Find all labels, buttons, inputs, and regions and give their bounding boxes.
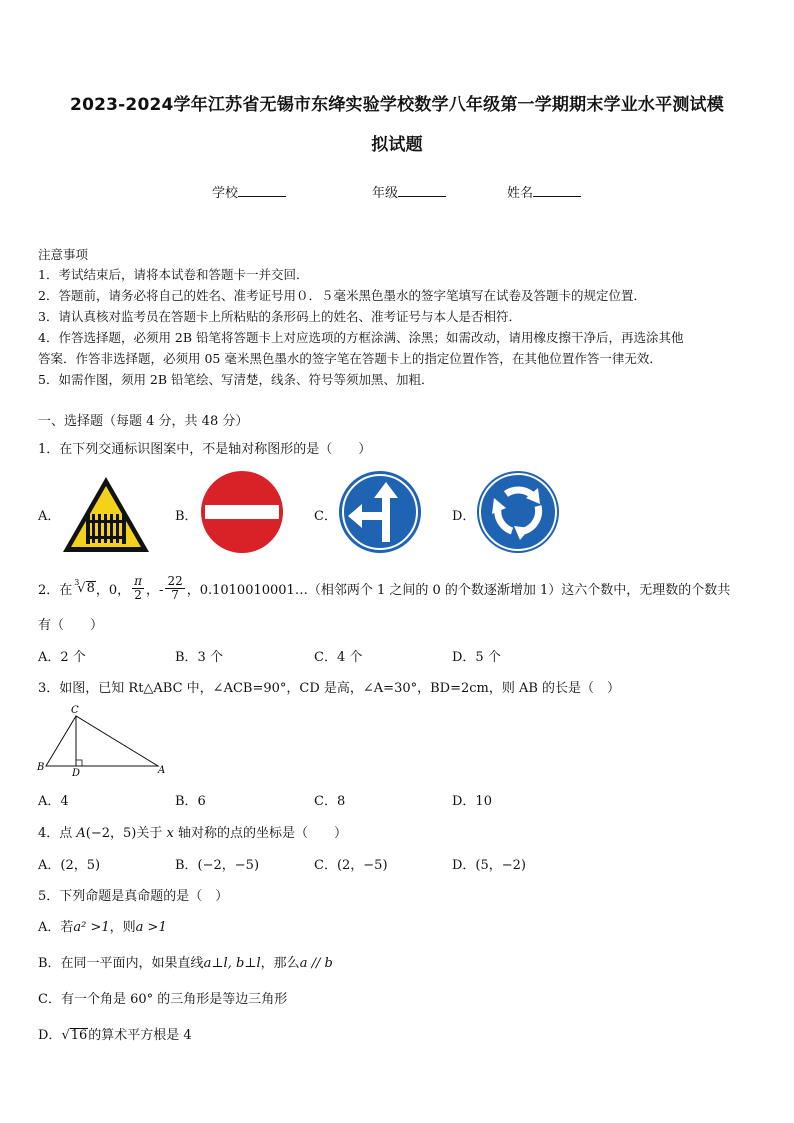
vertex-d-label: D: [72, 768, 81, 778]
note-item: 5．如需作图，须用 2B 铅笔绘、写清楚，线条、符号等须加黑、加粗．: [38, 372, 434, 387]
q2-separator-1: ，0，: [95, 582, 131, 598]
sqrt-symbol: √: [61, 1028, 70, 1043]
question-2-stem: [38, 568, 730, 608]
notes-heading: 注意事项: [38, 247, 89, 262]
q1-option-b-label: B．: [175, 509, 198, 524]
name-label: 姓名: [507, 186, 534, 201]
q5-option-b-prefix: B．在同一平面内，如果直线: [38, 956, 204, 971]
straight-or-left-arrow-icon: [338, 470, 422, 554]
q5-option-b: [38, 952, 333, 971]
roundabout-icon: [476, 470, 560, 554]
note-item: 2．答题前，请务必将自己的姓名、准考证号用０．５毫米黑色墨水的签字笔填写在试卷及答题卡的规定位置．: [38, 288, 646, 303]
q5-option-a-expr1: a² >1: [73, 920, 110, 935]
grade-label: 年级: [372, 186, 399, 201]
q3-option-c: C．8: [314, 794, 346, 809]
section-heading: 一、选择题（每题 4 分，共 48 分）: [38, 414, 249, 429]
q2-fraction: [165, 575, 184, 602]
q2-fraction-denominator: 7: [171, 587, 179, 602]
q5-option-d: [38, 1024, 192, 1043]
q3-option-a: A．4: [38, 794, 69, 809]
note-item: 1．考试结束后，请将本试卷和答题卡一并交回．: [38, 267, 309, 282]
q4-point: A: [76, 826, 86, 841]
q5-option-b-mid: ，那么: [260, 956, 300, 971]
triangle-figure: [34, 702, 170, 778]
note-item: 3．请认真核对监考员在答题卡上所粘贴的条形码上的姓名、准考证号与本人是否相符．: [38, 309, 521, 324]
note-item: 4．作答选择题，必须用 2B 铅笔将答题卡上对应选项的方框涂满、涂黑；如需改动，请用橡皮擦干净后，再选涂其他: [38, 330, 684, 345]
school-field: [212, 182, 286, 201]
q2-pi-fraction: [132, 575, 144, 602]
grade-blank: [398, 183, 446, 197]
q4-option-b: B．(−2，−5): [175, 858, 260, 873]
note-item: 答案．作答非选择题，必须用 05 毫米黑色墨水的签字笔在答题卡上的指定位置作答，在其他位置作答一律无效．: [38, 351, 662, 366]
grade-field: [372, 182, 446, 201]
q5-option-a-mid: ，则: [109, 920, 136, 935]
name-blank: [533, 183, 581, 197]
q4-option-d: D．(5，−2): [452, 858, 527, 873]
question-2-line2: 有（ ）: [38, 618, 104, 633]
q5-option-a: [38, 916, 167, 935]
q2-fraction-numerator: 22: [167, 573, 183, 588]
school-label: 学校: [212, 186, 239, 201]
question-5-stem: 5．下列命题是真命题的是（ ）: [38, 889, 229, 904]
q2-option-a: A．2 个: [38, 650, 86, 665]
q2-tail: ，0.1010010001…（相邻两个 1 之间的 0 的个数逐渐增加 1）这六个数中，无理数的个数共: [186, 582, 731, 598]
question-1-stem: 1．在下列交通标识图案中，不是轴对称图形的是（ ）: [38, 442, 372, 457]
q2-option-c: C．4 个: [314, 650, 363, 665]
q4-axis: x: [166, 826, 174, 841]
q1-option-d-label: D．: [452, 509, 476, 524]
q5-option-b-expr2: a // b: [299, 956, 333, 971]
q5-option-a-prefix: A．若: [38, 920, 74, 935]
warning-fence-icon: [60, 474, 152, 556]
no-entry-icon: [200, 470, 284, 554]
q1-option-c-label: C．: [314, 509, 337, 524]
q5-option-d-prefix: D．: [38, 1028, 62, 1043]
q2-option-d: D．5 个: [452, 650, 501, 665]
q2-cube-root-index: 3: [74, 577, 80, 587]
q4-stem-a: 4．点: [38, 826, 77, 841]
q4-stem-c: 轴对称的点的坐标是（ ）: [173, 826, 347, 841]
q5-option-d-suffix: 的算术平方根是 4: [88, 1028, 192, 1043]
q3-option-d: D．10: [452, 794, 492, 809]
q5-option-d-radicand: 16: [70, 1028, 88, 1043]
question-3-stem: 3．如图，已知 Rt△ABC 中，∠ACB=90°，CD 是高，∠A=30°，BD=2cm，则 AB 的长是（ ）: [38, 681, 621, 696]
q2-cube-root-radicand: 8: [86, 580, 95, 596]
q1-option-a-label: A．: [38, 509, 61, 524]
paper-title-line2: 拟试题: [371, 135, 423, 155]
name-field: [507, 182, 581, 201]
vertex-a-label: A: [158, 765, 166, 776]
q2-prefix: 2．在: [38, 582, 73, 598]
q2-pi-denominator: 2: [134, 587, 142, 602]
paper-title-line1: 2023-2024学年江苏省无锡市东绛实验学校数学八年级第一学期期末学业水平测试模: [70, 95, 724, 115]
q2-separator-2: ，-: [146, 582, 164, 598]
vertex-c-label: C: [71, 705, 79, 716]
q4-option-c: C．(2，−5): [314, 858, 388, 873]
q3-option-b: B．6: [175, 794, 206, 809]
question-4-stem: [38, 822, 347, 841]
q5-option-b-expr1: a⊥l, b⊥l: [203, 956, 261, 971]
q5-option-a-expr2: a >1: [135, 920, 167, 935]
q2-cube-root: 3 √8: [74, 577, 95, 596]
vertex-b-label: B: [37, 762, 45, 773]
q4-stem-b: (−2，5)关于: [85, 826, 167, 841]
q2-option-b: B．3 个: [175, 650, 223, 665]
q5-option-c: C．有一个角是 60° 的三角形是等边三角形: [38, 992, 288, 1007]
q2-pi-numerator: π: [134, 573, 143, 588]
school-blank: [238, 183, 286, 197]
q4-option-a: A．(2，5): [38, 858, 101, 873]
